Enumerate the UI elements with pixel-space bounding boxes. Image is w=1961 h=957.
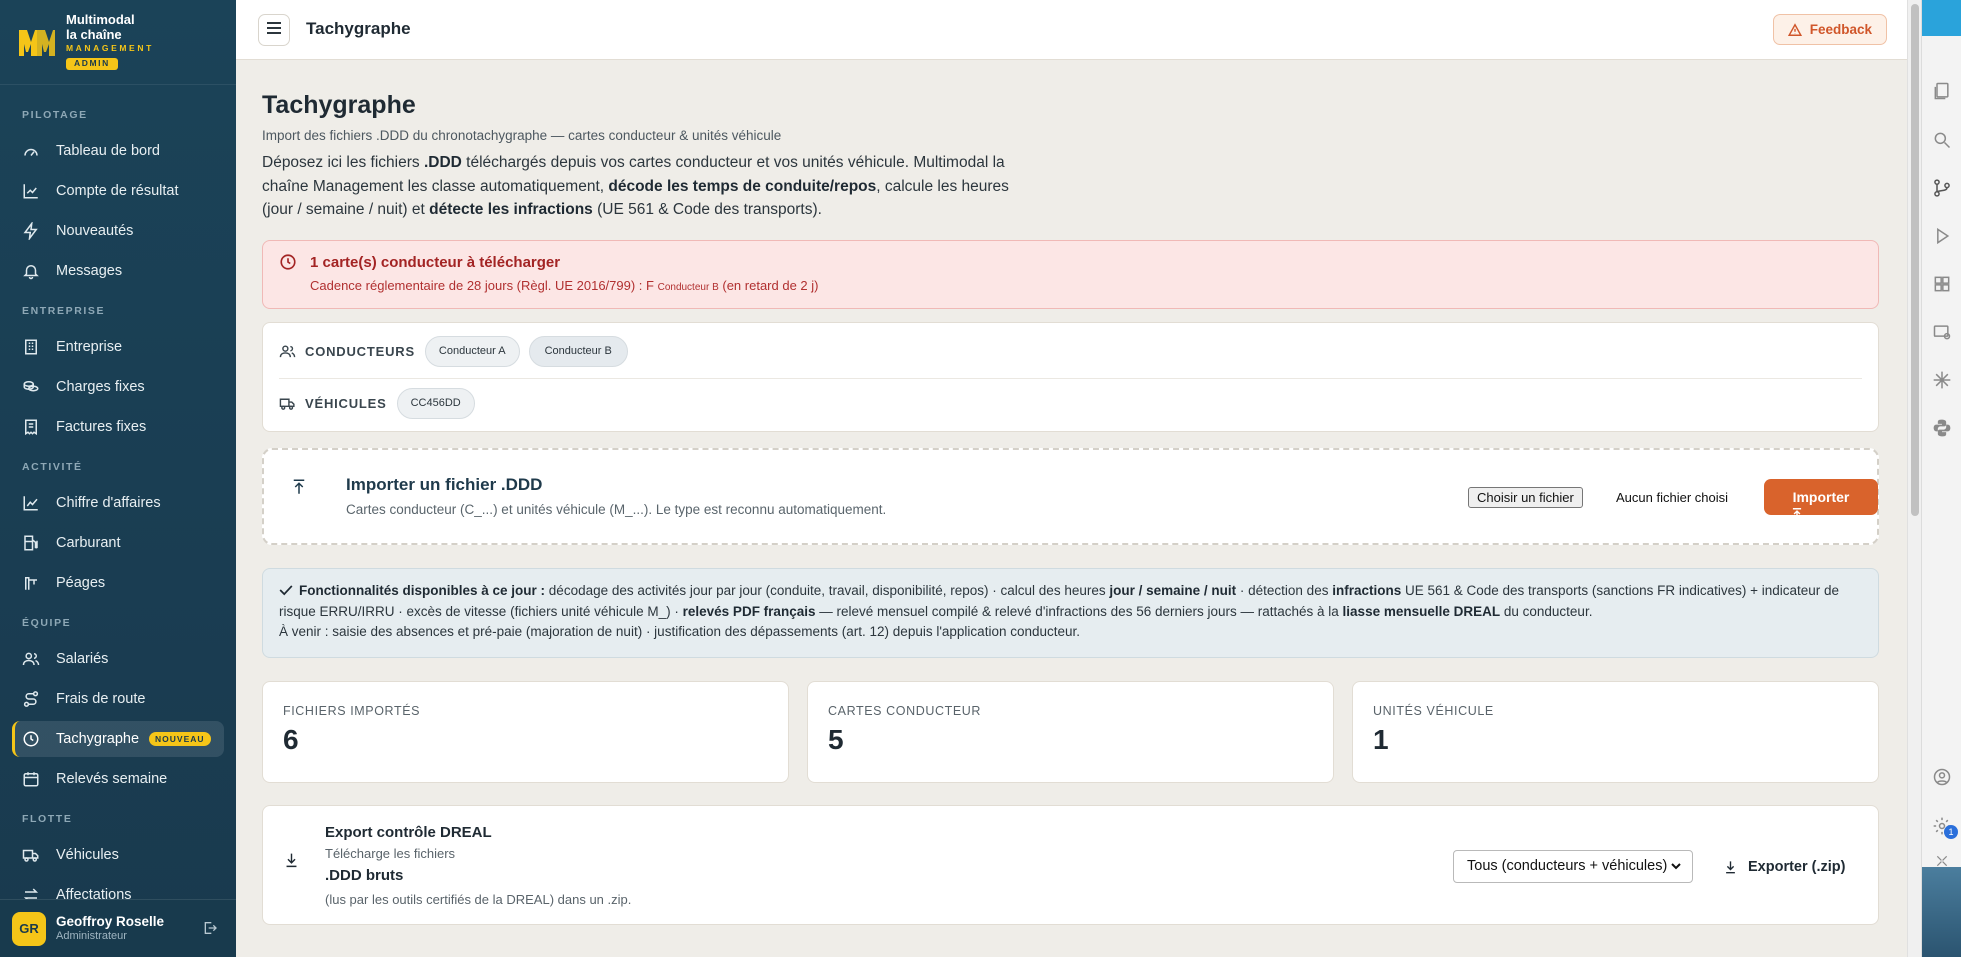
stat-value: 1 [1373,724,1389,755]
driver-card-alert [262,240,1879,309]
stat-label: CARTES CONDUCTEUR [828,704,982,718]
sidebar-item-charges-fixes[interactable] [12,369,224,405]
export-zip-button[interactable] [1723,850,1845,883]
fuel-icon [22,534,40,552]
hamburger-icon [266,21,282,40]
driver-chip[interactable]: Conducteur A [425,336,520,367]
sidebar-item-label: Charges fixes [56,379,145,395]
avatar: GR [12,912,46,946]
sidebar-item-label: Relevés semaine [56,771,168,787]
sidebar-item-peages[interactable] [12,565,224,601]
page-intro: Déposez ici les fichiers .DDD téléchargés depuis vos cartes conducteur et vos unités véhicule. Multimodal la chaîne Management les classe automatiquement, décode les temps de conduite/repos, calcule les heures (jour / semaine / nuit) et détecte les infractions (UE 561 & Code des transports). [262,154,1009,218]
sidebar-item-label: Entreprise [56,339,123,355]
brand[interactable] [0,0,236,85]
topbar-title: Tachygraphe [306,19,411,38]
sidebar-item-label: Tableau de bord [56,143,160,159]
nav-section-equipe: ÉQUIPE [22,617,72,629]
sidebar-item-label: Messages [56,263,123,279]
admin-badge: ADMIN [66,58,118,69]
brand-sub: MANAGEMENT [66,42,154,53]
logout-icon[interactable] [202,920,218,941]
sidebar-item-compte-de-resultat[interactable] [12,173,224,209]
remote-icon[interactable] [1931,321,1953,343]
bell-icon [22,262,40,280]
sidebar-item-label: Tachygraphe [56,731,140,747]
sidebar-item-label: Carburant [56,535,121,551]
export-scope-select[interactable] [1453,850,1693,883]
swap-icon [22,886,40,899]
nav-section-activite: ACTIVITÉ [22,461,83,473]
vehicles-label: VÉHICULES [305,396,387,411]
page-subtitle: Import des fichiers .DDD du chronotachygraphe — cartes conducteur & unités véhicule [262,128,782,143]
route-icon [22,690,40,708]
coins-icon [22,378,40,396]
receipt-icon [22,418,40,436]
brand-logo [16,21,58,63]
divider [279,378,1862,379]
sidebar-item-frais-de-route[interactable] [12,681,224,717]
upload-icon [1790,506,1804,522]
import-button[interactable] [1764,479,1878,515]
nav-section-entreprise: ENTREPRISE [22,305,106,317]
feedback-button[interactable] [1773,14,1887,45]
sidebar-item-label: Chiffre d'affaires [56,495,161,511]
sidebar [0,0,236,957]
select-value: Tous (conducteurs + véhicules) [1467,858,1668,874]
side-dock [1921,0,1961,957]
sidebar-nav [0,85,236,899]
vehicles-row [279,388,484,419]
alert-title: 1 carte(s) conducteur à télécharger [310,254,561,271]
line-chart-icon [22,182,40,200]
search-icon[interactable] [1931,129,1953,151]
sidebar-item-carburant[interactable] [12,525,224,561]
sidebar-item-label: Salariés [56,651,109,667]
stat-value: 5 [828,724,844,755]
sidebar-item-label: Affectations [56,887,132,899]
sidebar-item-nouveautes[interactable] [12,213,224,249]
truck-icon [22,846,40,864]
sidebar-item-label: Nouveautés [56,223,134,239]
import-label: Importer [1792,489,1850,505]
apple-icon [1922,0,1961,36]
drivers-label: CONDUCTEURS [305,344,415,359]
driver-chip[interactable]: Conducteur B [529,336,628,367]
file-status: Aucun fichier choisi [1616,490,1728,505]
fleet-card [262,322,1879,432]
feedback-label: Feedback [1809,22,1872,37]
export-card [262,805,1879,925]
upload-dropzone[interactable] [262,448,1879,545]
download-icon [283,851,300,874]
brand-name-line1: Multimodal [66,12,135,28]
users-icon [279,343,297,360]
sidebar-item-affectations[interactable] [12,877,224,899]
page-title: Tachygraphe [262,91,416,119]
source-control-icon[interactable] [1931,177,1953,199]
sidebar-item-releves-semaine[interactable] [12,761,224,797]
drivers-row [279,336,637,367]
upload-icon [290,477,308,502]
sidebar-item-tableau-de-bord[interactable] [12,133,224,169]
clock-alert-icon [279,253,297,276]
stat-label: UNITÉS VÉHICULE [1373,704,1494,718]
sidebar-item-factures-fixes[interactable] [12,409,224,445]
features-line1: Fonctionnalités disponibles à ce jour : décodage des activités jour par jour (conduite, travail, disponibilité, repos) · calcul des heures jour / semaine / nuit · détection des infractions UE 561 & Code des transports (sanctions FR indicatives) + indicateur de risque ERRU/IRRU · excès de vitesse (fichiers unité véhicule M_) · relevés PDF français — relevé mensuel compilé & relevé d'infractions des 56 derniers jours — rattachés à la liasse mensuelle DREAL du conducteur. [279,583,1840,619]
export-title: Export contrôle DREAL [325,824,492,841]
settings-badge: 1 [1944,825,1958,839]
sidebar-item-salaries[interactable] [12,641,224,677]
stat-value: 6 [283,724,299,755]
stat-card-vehicle-units [1352,681,1879,783]
scrollbar[interactable] [1907,0,1921,957]
calendar-icon [22,770,40,788]
alert-driver: Conducteur B [657,282,719,293]
sidebar-item-label: Frais de route [56,691,146,707]
python-icon[interactable] [1931,417,1953,439]
sidebar-item-vehicules[interactable] [12,837,224,873]
upload-title: Importer un fichier .DDD [346,475,543,494]
choose-file-button[interactable]: Choisir un fichier [1468,487,1583,508]
warning-icon [1788,23,1802,37]
sidebar-item-chiffre-d-affaires[interactable] [12,485,224,521]
sidebar-item-label: Factures fixes [56,419,147,435]
user-role: Administrateur [56,929,127,942]
sparkle-icon[interactable] [1931,369,1953,391]
user-card[interactable] [0,899,236,957]
sidebar-item-entreprise[interactable] [12,329,224,365]
building-icon [22,338,40,356]
brand-name-line2: la chaîne [66,26,122,42]
users-icon [22,650,40,668]
export-line3: (lus par les outils certifiés de la DREAL) dans un .zip. [325,892,632,907]
sidebar-item-label: Véhicules [56,847,119,863]
export-line2: .DDD bruts [325,867,404,884]
sidebar-item-messages[interactable] [12,253,224,289]
features-info [262,568,1879,658]
features-line2: À venir : saisie des absences et pré-paie (majoration de nuit) · justification des dépassements (art. 12) depuis l'application conducteur. [279,624,1081,639]
alert-text: Cadence réglementaire de 28 jours (Règl. UE 2016/799) : F Conducteur B (en retard de 2 j) [310,278,819,293]
extensions-icon[interactable] [1931,273,1953,295]
scrollbar-thumb[interactable] [1911,4,1919,516]
gauge-icon [22,142,40,160]
main-content [236,61,1907,957]
truck-icon [279,395,297,412]
toll-icon [22,574,40,592]
new-badge: NOUVEAU [149,732,211,746]
upload-text: Cartes conducteur (C_...) et unités véhicule (M_...). Le type est reconnu automatiquement. [346,502,887,517]
stat-card-files [262,681,789,783]
download-icon [1723,859,1738,875]
sidebar-item-tachygraphe[interactable] [12,721,224,757]
nav-section-pilotage: PILOTAGE [22,109,88,121]
chevron-down-icon [1670,851,1682,894]
nav-section-flotte: FLOTTE [22,813,73,825]
topbar [236,0,1907,60]
stat-card-driver-cards [807,681,1334,783]
wallpaper-preview [1922,867,1961,957]
account-icon[interactable] [1931,766,1953,788]
clock-icon [22,730,40,748]
sidebar-item-label: Compte de résultat [56,183,179,199]
vehicle-chip[interactable]: CC456DD [397,388,475,419]
check-icon [279,582,293,602]
menu-toggle-button[interactable] [258,14,290,46]
files-icon[interactable] [1931,80,1953,102]
user-name: Geoffroy Roselle [56,914,165,930]
export-line1: Télécharge les fichiers [325,846,456,861]
bolt-icon [22,222,40,240]
trend-icon [22,494,40,512]
sidebar-item-label: Péages [56,575,106,591]
export-label: Exporter (.zip) [1748,858,1846,875]
run-debug-icon[interactable] [1931,225,1953,247]
stat-label: FICHIERS IMPORTÉS [283,704,421,718]
